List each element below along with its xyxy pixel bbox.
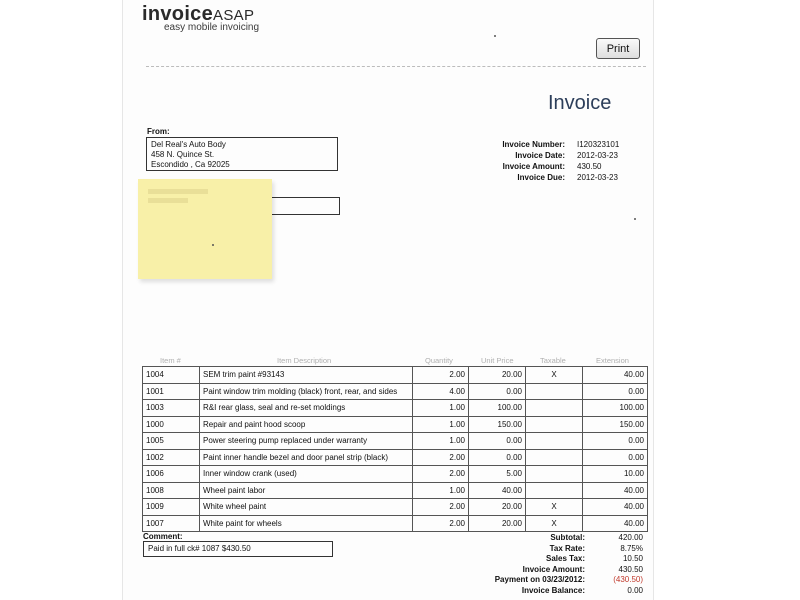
extension-cell: 0.00 [583,449,648,466]
item-number-cell: 1005 [143,433,200,450]
table-row [143,383,648,400]
table-row [143,416,648,433]
taxable-cell [526,433,583,450]
line-items-table [142,366,648,532]
tax-rate-label: Tax Rate: [549,543,585,553]
invoice-due-value: 2012-03-23 [577,173,618,182]
subtotal-label: Subtotal: [550,533,585,542]
sticky-note [138,179,272,279]
invoice-meta-labels [470,139,565,183]
totals-values [590,533,643,597]
invoice-number-value: I120323101 [577,140,620,149]
item-description-cell: Repair and paint hood scoop [200,416,413,433]
taxable-cell [526,416,583,433]
table-row [143,482,648,499]
table-row [143,400,648,417]
extension-cell: 40.00 [583,367,648,384]
scan-speck [494,35,496,37]
item-number-cell: 1000 [143,416,200,433]
extension-cell: 100.00 [583,400,648,417]
item-number-cell: 1002 [143,449,200,466]
invoice-amount-value: 430.50 [577,162,602,171]
item-description-cell: Inner window crank (used) [200,466,413,483]
taxable-cell [526,482,583,499]
extension-cell: 10.00 [583,466,648,483]
comment-label: Comment: [143,532,183,541]
unit-price-cell: 20.00 [469,367,526,384]
table-row [143,449,648,466]
quantity-cell: 4.00 [413,383,469,400]
quantity-cell: 2.00 [413,367,469,384]
column-header-quantity: Quantity [425,356,453,365]
invoice-meta-values [577,139,619,183]
unit-price-cell: 0.00 [469,383,526,400]
taxable-cell [526,466,583,483]
taxable-cell [526,383,583,400]
from-line: 458 N. Quince St. [151,150,215,159]
extension-cell: 150.00 [583,416,648,433]
from-address-box [146,137,338,171]
unit-price-cell: 40.00 [469,482,526,499]
from-line: Escondido , Ca 92025 [151,160,230,169]
taxable-cell: X [526,499,583,516]
logo-name-light: ASAP [213,7,255,24]
unit-price-cell: 5.00 [469,466,526,483]
quantity-cell: 1.00 [413,400,469,417]
payment-value: (430.50) [613,575,643,585]
column-header-extension: Extension [596,356,629,365]
invoice-date-value: 2012-03-23 [577,151,618,160]
extension-cell: 40.00 [583,515,648,532]
sales-tax-label: Sales Tax: [546,554,585,564]
table-row [143,433,648,450]
item-description-cell: Power steering pump replaced under warranty [200,433,413,450]
extension-cell: 0.00 [583,433,648,450]
unit-price-cell: 0.00 [469,449,526,466]
unit-price-cell: 20.00 [469,515,526,532]
item-description-cell: R&I rear glass, seal and re-set moldings [200,400,413,417]
invoice-amount-total-label: Invoice Amount: [522,564,585,574]
extension-cell: 40.00 [583,482,648,499]
item-number-cell: 1001 [143,383,200,400]
unit-price-cell: 0.00 [469,433,526,450]
item-description-cell: White paint for wheels [200,515,413,532]
taxable-cell: X [526,367,583,384]
quantity-cell: 2.00 [413,466,469,483]
table-row [143,499,648,516]
item-description-cell: Paint window trim molding (black) front, rear, and sides [200,383,413,400]
extension-cell: 40.00 [583,499,648,516]
column-header-item: Item # [160,356,181,365]
from-line: Del Real's Auto Body [151,140,226,149]
comment-field: Paid in full ck# 1087 $430.50 [143,541,333,557]
item-description-cell: White wheel paint [200,499,413,516]
quantity-cell: 2.00 [413,449,469,466]
invoice-due-label: Invoice Due: [517,173,565,182]
taxable-cell: X [526,515,583,532]
column-header-unit-price: Unit Price [481,356,514,365]
from-label: From: [147,127,170,136]
quantity-cell: 2.00 [413,515,469,532]
item-number-cell: 1004 [143,367,200,384]
invoiceasap-logo [142,4,259,33]
subtotal-value: 420.00 [618,533,643,542]
quantity-cell: 1.00 [413,416,469,433]
quantity-cell: 1.00 [413,433,469,450]
taxable-cell [526,449,583,466]
sales-tax-value: 10.50 [622,554,643,564]
invoice-balance-value: 0.00 [627,585,643,595]
sticky-note-smudge [148,189,208,194]
print-button[interactable]: Print [596,38,640,59]
invoice-balance-label: Invoice Balance: [521,585,585,595]
tax-rate-value: 8.75% [620,543,643,553]
logo-name-bold: invoice [142,3,214,25]
unit-price-cell: 100.00 [469,400,526,417]
table-row [143,367,648,384]
taxable-cell [526,400,583,417]
unit-price-cell: 20.00 [469,499,526,516]
table-row [143,515,648,532]
invoice-number-label: Invoice Number: [502,140,565,149]
scan-speck [212,244,214,246]
item-description-cell: Paint inner handle bezel and door panel strip (black) [200,449,413,466]
item-number-cell: 1009 [143,499,200,516]
table-row [143,466,648,483]
column-header-description: Item Description [277,356,332,365]
quantity-cell: 2.00 [413,499,469,516]
invoice-date-label: Invoice Date: [515,151,565,160]
scan-speck [634,218,636,220]
sticky-note-smudge [148,198,188,203]
logo-tagline: easy mobile invoicing [164,22,260,33]
totals-labels [440,533,585,597]
item-number-cell: 1008 [143,482,200,499]
payment-label: Payment on 03/23/2012: [494,575,585,585]
extension-cell: 0.00 [583,383,648,400]
item-number-cell: 1007 [143,515,200,532]
unit-price-cell: 150.00 [469,416,526,433]
page-title: Invoice [548,92,612,114]
item-description-cell: Wheel paint labor [200,482,413,499]
column-header-taxable: Taxable [540,356,566,365]
invoice-amount-label: Invoice Amount: [502,162,565,171]
header-divider [146,66,646,67]
invoice-amount-total-value: 430.50 [618,564,643,574]
item-number-cell: 1003 [143,400,200,417]
item-number-cell: 1006 [143,466,200,483]
quantity-cell: 1.00 [413,482,469,499]
item-description-cell: SEM trim paint #93143 [200,367,413,384]
